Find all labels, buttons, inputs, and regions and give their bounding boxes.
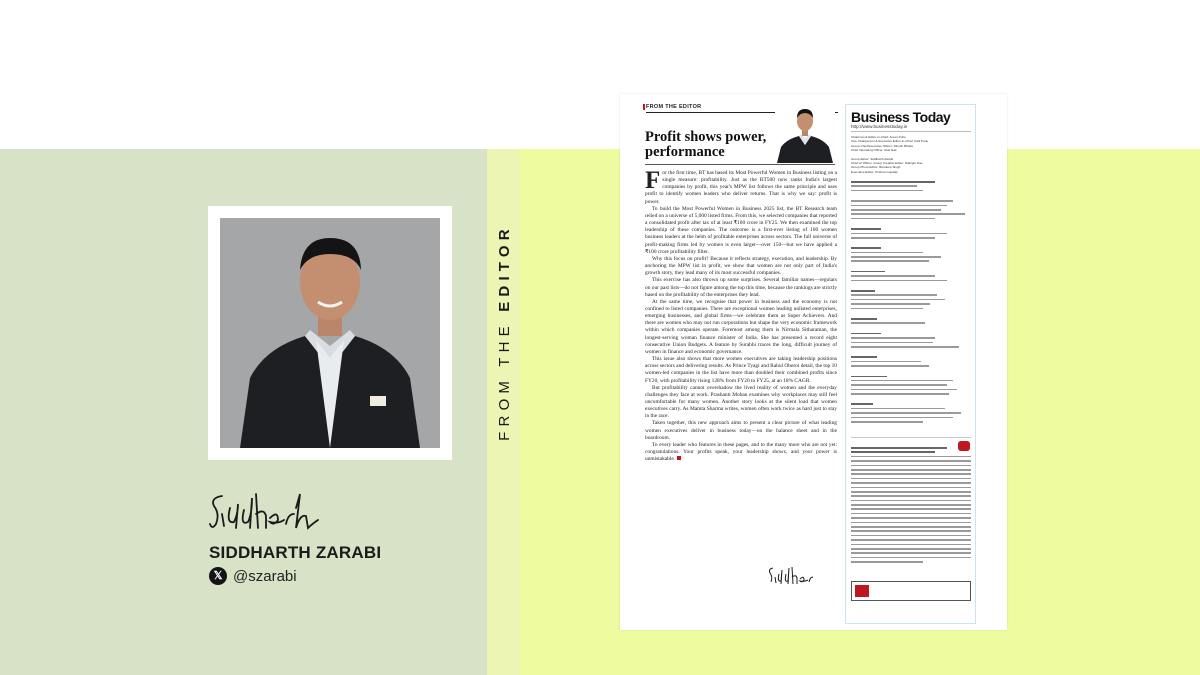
article-paragraph: Taken together, this new approach aims to present a clear picture of what leading women executives deliver in business today—on the balance sheet and in the boardroom.	[645, 420, 837, 441]
masthead-footer-box	[851, 581, 971, 601]
article-paragraph: This issue also shows that more women executives are taking leadership positions across sectors and delivering results. As Prince Tyagi and Rahul Oberoi detail, the top 10 women-led companies in the list have more than doubled their combined profits since FY20, with profitability rising 128% from FY20 to FY25, at an 18% CAGR.	[645, 356, 837, 384]
end-mark-icon	[677, 456, 681, 460]
title-light: FROM THE	[496, 321, 513, 441]
page-signature	[767, 562, 815, 588]
article-paragraph: But profitability cannot overshadow the lived reality of women and the everyday challenges they face at work. Prashanti Mohan examines why workplaces may still feel uncomfortable for many women. Another story looks at the silent load that women executives carry. As Mamta Sharma writes, women often work twice as hard just to stay in the race.	[645, 384, 837, 420]
credit-line: Chief AI Officer, Group Creative Editor: Nilanjan Das	[851, 161, 923, 166]
credit-line: Group Editor: Siddharth Zarabi	[851, 156, 894, 161]
masthead-column	[845, 104, 976, 624]
credit-line: Chief Operating Officer: Alok Nair	[851, 148, 897, 153]
credit-line: Executive Editor: Krishna Gopalan	[851, 169, 899, 174]
x-logo-icon: 𝕏	[209, 567, 227, 585]
masthead-url: http://www.businesstoday.in	[851, 124, 908, 129]
masthead-divider	[851, 437, 971, 438]
article-headline: Profit shows power, performance	[645, 129, 767, 160]
article-paragraph: At the same time, we recognise that power in business and the economy is not confined to listed companies. There are exceptional women leading unlisted enterprises, emerging businesses, and global firms—we celebrate them as Super Achievers. And there are women who may not run corporations but shape the very economic framework within which companies operate. Foremost among them is Nirmala Sitharaman, the longest-serving woman finance minister of India. She has presented a record eight consecutive Union Budgets. A feature by Surabhi traces the long, difficult journey of women in finance and economic governance.	[645, 298, 837, 355]
article-paragraph: To build the Most Powerful Women in Business 2025 list, the BT Research team relied on a universe of 5,000 listed firms. From this, we selected companies that reported a consolidated profit after tax of at least ₹100 crore in FY25. We then examined the top leadership of these companies. The outcome is a first-ever listing of 100 women business leaders at the helm of profitable enterprises across sectors. The full universe of profit-making firms led by women is even larger—over 150—but we have applied a ₹100 crore profitability filter.	[645, 205, 837, 255]
editor-thumbnail	[775, 103, 835, 163]
editor-portrait	[220, 218, 440, 448]
social-handle-row	[209, 567, 297, 585]
editor-signature	[208, 484, 328, 536]
headline-rule	[645, 164, 835, 165]
magazine-page	[620, 94, 1007, 630]
credit-line: Vice Chairperson & Executive Editor-in-Chief: Kalli Purie	[851, 139, 929, 144]
credit-line: Group Photo Editor: Bandeep Singh	[851, 165, 901, 170]
author-handle: @szarabi	[233, 567, 297, 585]
masthead-title: Business Today	[851, 109, 951, 125]
publisher-logo-icon	[855, 585, 869, 597]
article-body	[645, 170, 837, 600]
article-paragraph: For the first time, BT has based its Most Powerful Women in Business listing on a single measure: profitability. Just as the BT500 now ranks India's largest companies by profit, this year's MPW list follows the same principle and uses profit to identify women leaders who deliver returns. That is why we say: profit is power.	[645, 170, 837, 205]
masthead-legal-print	[851, 447, 971, 566]
masthead-fine-print	[851, 181, 971, 425]
article-paragraph: To every leader who features in these pages, and to the many more who are not yet: congratulations. Your profits speak, your leadership shows, and your power is unmistakable.	[645, 441, 837, 463]
masthead-rule	[851, 131, 971, 132]
title-bold: EDITOR	[496, 224, 513, 312]
editor-photo-frame	[208, 206, 452, 460]
from-the-editor-vertical-title	[493, 205, 517, 460]
editor-thumbnail-illustration	[775, 103, 835, 163]
credit-line: Chairman & Editor-in-Chief: Aroon Purie	[851, 135, 906, 139]
article-paragraph: Why this focus on profit? Because it reflects strategy, execution, and leadership. By anchoring the MPW list in profit, we show that women are not only part of India's growth story, they lead many of its most successful companies.	[645, 255, 837, 277]
section-label: FROM THE EDITOR	[646, 104, 702, 110]
article-paragraph: This exercise has also thrown up some surprises. Several familiar names—regulars on our past lists—do not figure among the top this time, because the rankings are strictly based on the profitability of the enterprises they lead.	[645, 277, 837, 298]
section-accent-bar	[643, 104, 645, 110]
author-name: SIDDHARTH ZARABI	[209, 543, 382, 562]
dropcap: F	[645, 170, 661, 194]
credit-line: Group Chief Executive Officer: Dinesh Bhatia	[851, 143, 913, 148]
editor-portrait-illustration	[220, 218, 440, 448]
